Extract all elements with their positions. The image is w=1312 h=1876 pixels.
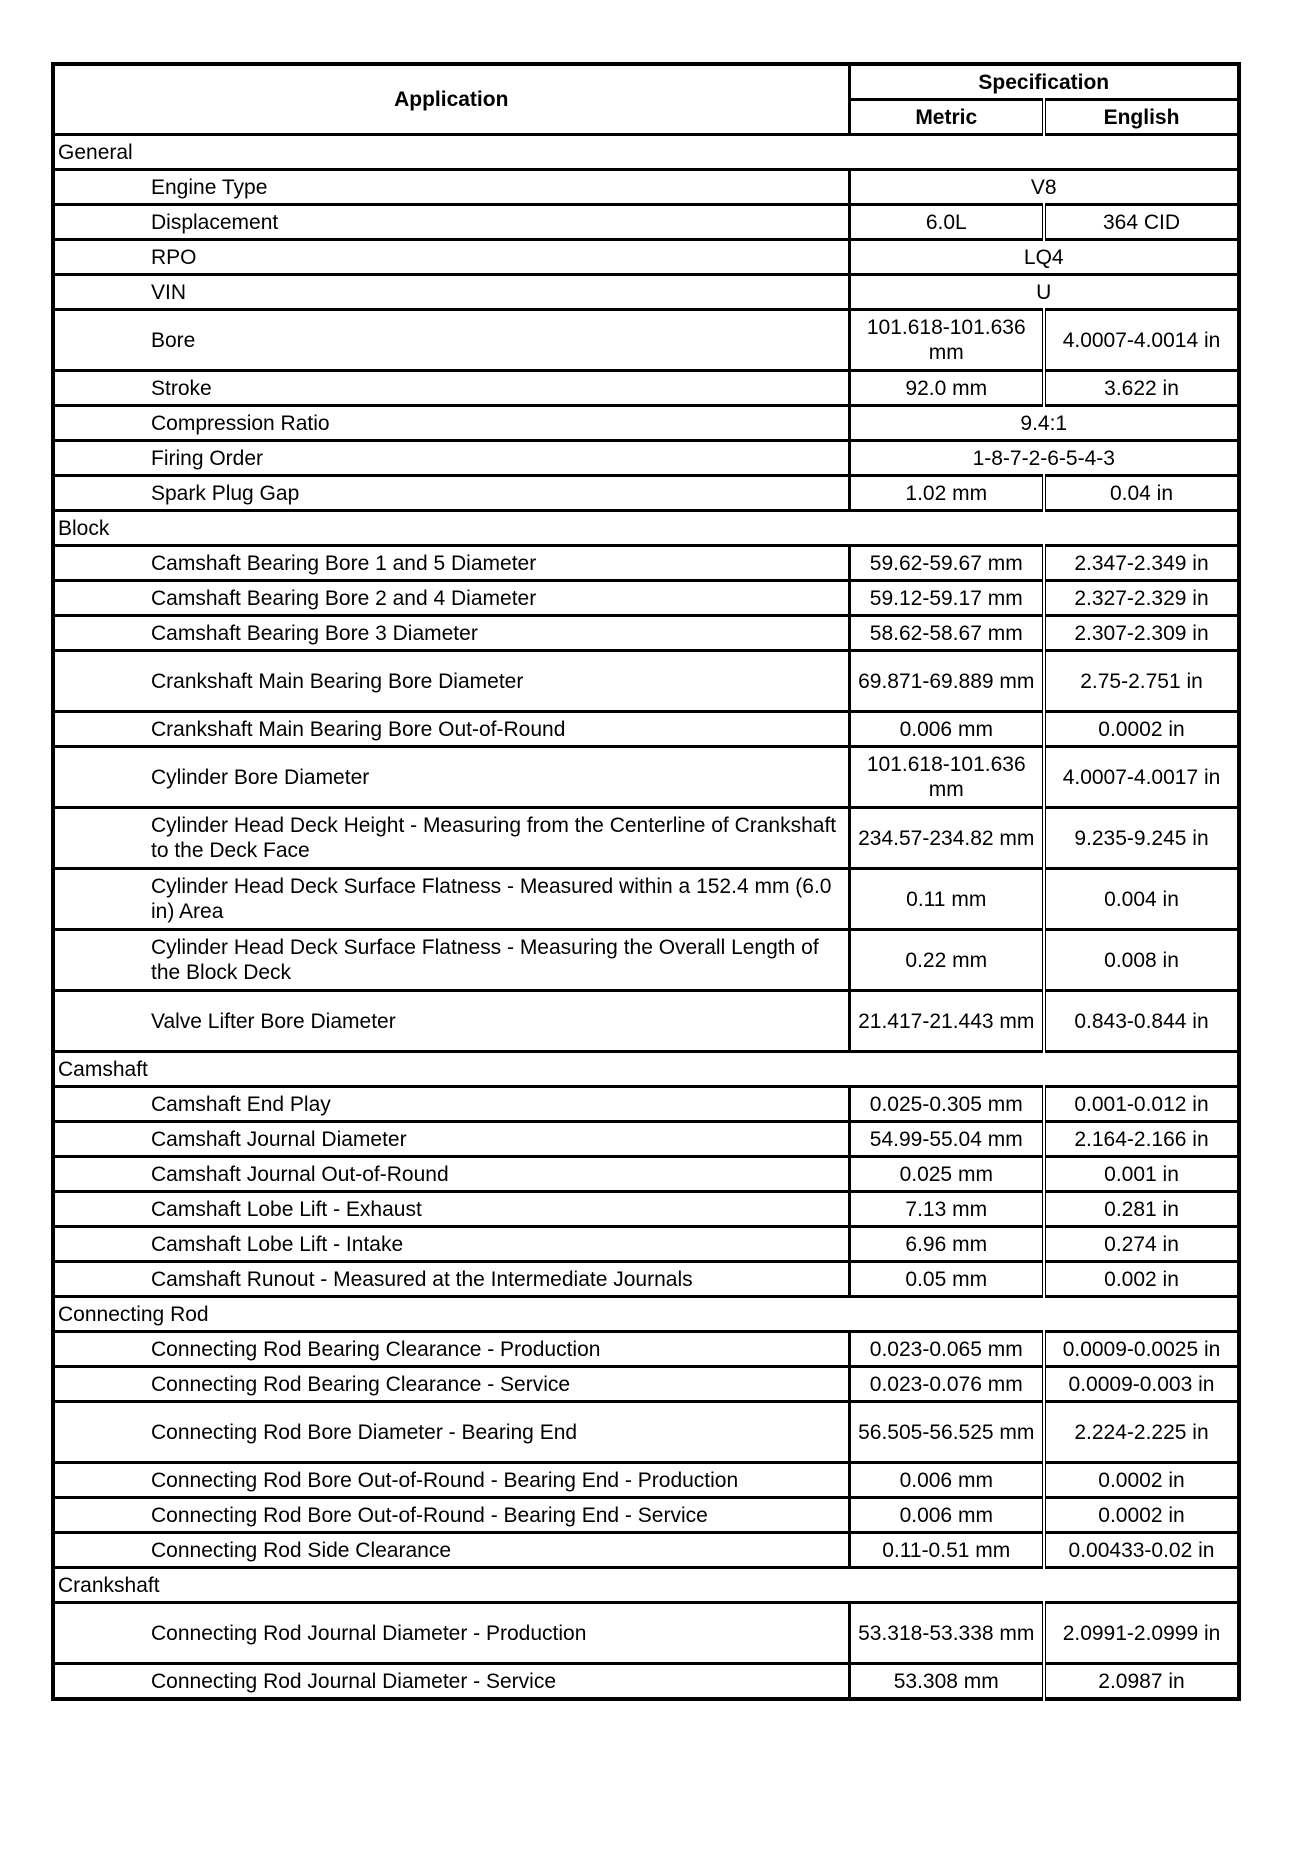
- metric-cell: 0.11-0.51 mm: [849, 1533, 1044, 1568]
- table-row: [53, 930, 1239, 991]
- table-row: [53, 1664, 1239, 1700]
- table-row: [53, 991, 1239, 1052]
- application-cell: Camshaft Bearing Bore 1 and 5 Diameter: [53, 546, 849, 581]
- specification-cell: 9.4:1: [849, 406, 1239, 441]
- table-row: [53, 371, 1239, 406]
- application-cell: Valve Lifter Bore Diameter: [53, 991, 849, 1052]
- application-cell: Connecting Rod Journal Diameter - Production: [53, 1603, 849, 1664]
- metric-cell: 0.22 mm: [849, 930, 1044, 991]
- table-row: [53, 581, 1239, 616]
- metric-cell: 0.023-0.065 mm: [849, 1332, 1044, 1367]
- english-cell: 364 CID: [1044, 205, 1239, 240]
- application-cell: Stroke: [53, 371, 849, 406]
- table-row: [53, 1122, 1239, 1157]
- table-row: [53, 1533, 1239, 1568]
- table-row: [53, 1157, 1239, 1192]
- english-cell: 0.0002 in: [1044, 1498, 1239, 1533]
- section-title: Block: [53, 511, 1239, 546]
- application-cell: Connecting Rod Side Clearance: [53, 1533, 849, 1568]
- specification-header: Specification: [849, 64, 1239, 100]
- metric-cell: 7.13 mm: [849, 1192, 1044, 1227]
- metric-cell: 58.62-58.67 mm: [849, 616, 1044, 651]
- english-cell: 0.001 in: [1044, 1157, 1239, 1192]
- section-title: Camshaft: [53, 1052, 1239, 1087]
- application-cell: Camshaft Journal Diameter: [53, 1122, 849, 1157]
- english-cell: 0.0009-0.003 in: [1044, 1367, 1239, 1402]
- table-row: [53, 170, 1239, 205]
- metric-cell: 59.62-59.67 mm: [849, 546, 1044, 581]
- application-cell: Camshaft Journal Out-of-Round: [53, 1157, 849, 1192]
- engine-specifications-table: [51, 62, 1241, 1701]
- table-row: [53, 275, 1239, 310]
- application-cell: Firing Order: [53, 441, 849, 476]
- specification-cell: 1-8-7-2-6-5-4-3: [849, 441, 1239, 476]
- english-cell: 0.004 in: [1044, 869, 1239, 930]
- english-cell: 0.0002 in: [1044, 1463, 1239, 1498]
- english-cell: 2.327-2.329 in: [1044, 581, 1239, 616]
- metric-cell: 53.318-53.338 mm: [849, 1603, 1044, 1664]
- specification-cell: U: [849, 275, 1239, 310]
- section-title: Connecting Rod: [53, 1297, 1239, 1332]
- metric-cell: 0.025-0.305 mm: [849, 1087, 1044, 1122]
- table-row: [53, 616, 1239, 651]
- application-cell: Cylinder Head Deck Surface Flatness - Measuring the Overall Length of the Block Deck: [53, 930, 849, 991]
- metric-cell: 69.871-69.889 mm: [849, 651, 1044, 712]
- application-cell: Connecting Rod Bore Out-of-Round - Bearing End - Service: [53, 1498, 849, 1533]
- english-cell: 2.347-2.349 in: [1044, 546, 1239, 581]
- application-cell: Camshaft Bearing Bore 2 and 4 Diameter: [53, 581, 849, 616]
- english-cell: 2.164-2.166 in: [1044, 1122, 1239, 1157]
- metric-cell: 59.12-59.17 mm: [849, 581, 1044, 616]
- english-cell: 2.75-2.751 in: [1044, 651, 1239, 712]
- table-row: [53, 712, 1239, 747]
- application-cell: Connecting Rod Bearing Clearance - Production: [53, 1332, 849, 1367]
- table-row: [53, 747, 1239, 808]
- application-cell: Cylinder Head Deck Surface Flatness - Measured within a 152.4 mm (6.0 in) Area: [53, 869, 849, 930]
- specification-cell: V8: [849, 170, 1239, 205]
- metric-cell: 6.96 mm: [849, 1227, 1044, 1262]
- english-cell: 0.0009-0.0025 in: [1044, 1332, 1239, 1367]
- section-row: [53, 511, 1239, 546]
- application-cell: Connecting Rod Bore Diameter - Bearing End: [53, 1402, 849, 1463]
- metric-cell: 0.025 mm: [849, 1157, 1044, 1192]
- table-row: [53, 240, 1239, 275]
- table-row: [53, 441, 1239, 476]
- metric-header: Metric: [849, 100, 1044, 135]
- english-cell: 0.04 in: [1044, 476, 1239, 511]
- table-row: [53, 1402, 1239, 1463]
- english-cell: 3.622 in: [1044, 371, 1239, 406]
- metric-cell: 0.023-0.076 mm: [849, 1367, 1044, 1402]
- application-cell: Camshaft Bearing Bore 3 Diameter: [53, 616, 849, 651]
- metric-cell: 21.417-21.443 mm: [849, 991, 1044, 1052]
- application-cell: Camshaft Runout - Measured at the Intermediate Journals: [53, 1262, 849, 1297]
- english-cell: 0.274 in: [1044, 1227, 1239, 1262]
- table-row: [53, 869, 1239, 930]
- application-cell: Connecting Rod Journal Diameter - Service: [53, 1664, 849, 1700]
- table-row: [53, 476, 1239, 511]
- table-row: [53, 808, 1239, 869]
- table-row: [53, 1463, 1239, 1498]
- metric-cell: 1.02 mm: [849, 476, 1044, 511]
- application-cell: Engine Type: [53, 170, 849, 205]
- metric-cell: 6.0L: [849, 205, 1044, 240]
- application-cell: Cylinder Head Deck Height - Measuring from the Centerline of Crankshaft to the Deck Face: [53, 808, 849, 869]
- application-cell: Connecting Rod Bearing Clearance - Service: [53, 1367, 849, 1402]
- english-cell: 0.001-0.012 in: [1044, 1087, 1239, 1122]
- section-title: Crankshaft: [53, 1568, 1239, 1603]
- table-row: [53, 205, 1239, 240]
- english-cell: 2.0991-2.0999 in: [1044, 1603, 1239, 1664]
- metric-cell: 0.006 mm: [849, 712, 1044, 747]
- english-cell: 2.0987 in: [1044, 1664, 1239, 1700]
- english-cell: 0.00433-0.02 in: [1044, 1533, 1239, 1568]
- application-header: Application: [53, 64, 849, 135]
- application-cell: Cylinder Bore Diameter: [53, 747, 849, 808]
- metric-cell: 56.505-56.525 mm: [849, 1402, 1044, 1463]
- table-row: [53, 1603, 1239, 1664]
- application-cell: Compression Ratio: [53, 406, 849, 441]
- english-cell: 0.281 in: [1044, 1192, 1239, 1227]
- metric-cell: 101.618-101.636 mm: [849, 747, 1044, 808]
- english-cell: 2.224-2.225 in: [1044, 1402, 1239, 1463]
- application-cell: Bore: [53, 310, 849, 371]
- application-cell: Crankshaft Main Bearing Bore Diameter: [53, 651, 849, 712]
- application-cell: Camshaft Lobe Lift - Exhaust: [53, 1192, 849, 1227]
- table-row: [53, 1087, 1239, 1122]
- application-cell: Camshaft End Play: [53, 1087, 849, 1122]
- application-cell: Connecting Rod Bore Out-of-Round - Bearing End - Production: [53, 1463, 849, 1498]
- table-row: [53, 1498, 1239, 1533]
- table-row: [53, 1367, 1239, 1402]
- metric-cell: 54.99-55.04 mm: [849, 1122, 1044, 1157]
- english-cell: 0.0002 in: [1044, 712, 1239, 747]
- table-body: [53, 135, 1239, 1700]
- metric-cell: 53.308 mm: [849, 1664, 1044, 1700]
- application-cell: Spark Plug Gap: [53, 476, 849, 511]
- application-cell: RPO: [53, 240, 849, 275]
- metric-cell: 0.006 mm: [849, 1498, 1044, 1533]
- table-row: [53, 1192, 1239, 1227]
- application-cell: Displacement: [53, 205, 849, 240]
- english-cell: 4.0007-4.0017 in: [1044, 747, 1239, 808]
- metric-cell: 0.006 mm: [849, 1463, 1044, 1498]
- english-cell: 0.008 in: [1044, 930, 1239, 991]
- table-row: [53, 651, 1239, 712]
- table-row: [53, 310, 1239, 371]
- section-row: [53, 1297, 1239, 1332]
- english-cell: 0.843-0.844 in: [1044, 991, 1239, 1052]
- table-row: [53, 546, 1239, 581]
- specification-cell: LQ4: [849, 240, 1239, 275]
- metric-cell: 0.11 mm: [849, 869, 1044, 930]
- section-title: General: [53, 135, 1239, 170]
- metric-cell: 92.0 mm: [849, 371, 1044, 406]
- english-header: English: [1044, 100, 1239, 135]
- section-row: [53, 135, 1239, 170]
- table-row: [53, 1332, 1239, 1367]
- metric-cell: 234.57-234.82 mm: [849, 808, 1044, 869]
- application-cell: VIN: [53, 275, 849, 310]
- english-cell: 0.002 in: [1044, 1262, 1239, 1297]
- section-row: [53, 1568, 1239, 1603]
- metric-cell: 0.05 mm: [849, 1262, 1044, 1297]
- application-cell: Camshaft Lobe Lift - Intake: [53, 1227, 849, 1262]
- section-row: [53, 1052, 1239, 1087]
- metric-cell: 101.618-101.636 mm: [849, 310, 1044, 371]
- table-row: [53, 406, 1239, 441]
- english-cell: 4.0007-4.0014 in: [1044, 310, 1239, 371]
- table-row: [53, 1262, 1239, 1297]
- table-row: [53, 1227, 1239, 1262]
- english-cell: 2.307-2.309 in: [1044, 616, 1239, 651]
- application-cell: Crankshaft Main Bearing Bore Out-of-Round: [53, 712, 849, 747]
- english-cell: 9.235-9.245 in: [1044, 808, 1239, 869]
